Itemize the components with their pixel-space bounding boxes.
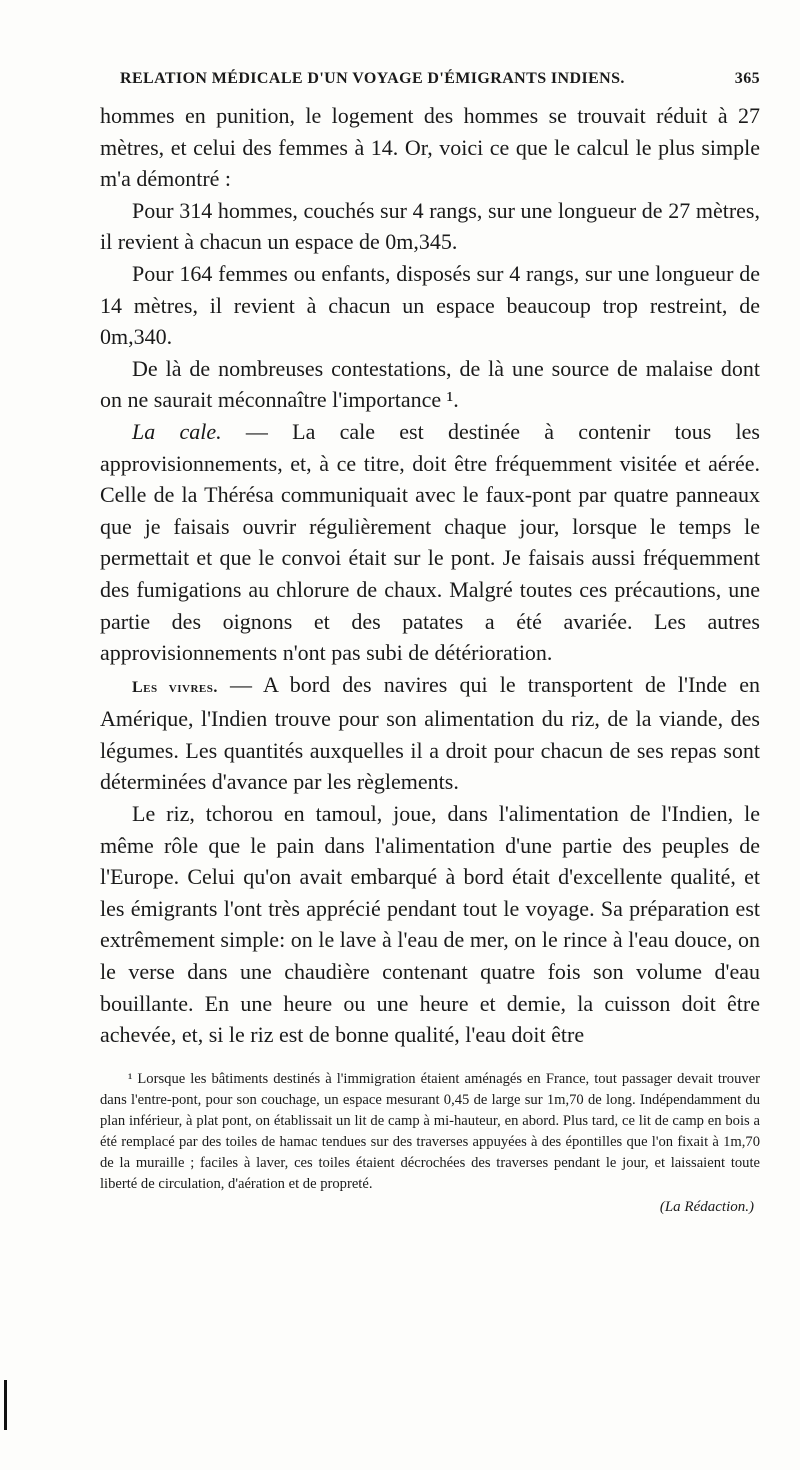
- paragraph: De là de nombreuses contestations, de là une source de malaise dont on ne saurait méconnaître l'importance ¹.: [100, 355, 760, 413]
- paragraph: Pour 314 hommes, couchés sur 4 rangs, sur une longueur de 27 mètres, il revient à chacun un espace de 0m,345.: [100, 197, 760, 255]
- paragraph: Pour 164 femmes ou enfants, disposés sur 4 rangs, sur une longueur de 14 mètres, il revient à chacun un espace beaucoup trop restreint, de 0m,340.: [100, 260, 760, 350]
- footnote-signature: (La Rédaction.): [659, 1198, 754, 1215]
- paragraph-body: — La cale est destinée à contenir tous les approvisionnements, et, à ce titre, doit être fréquemment visitée et aérée. Celle de la Thérésa communiquait avec le faux-pont par quatre panneaux que je faisais ouvrir régulièrement chaque jour, lorsque le temps le permettait et que le convoi était sur le pont. Je faisais aussi fréquemment des fumigations au chlorure de chaux. Malgré toutes ces précautions, une partie des oignons et des patates a été avariée. Les autres approvisionnements n'ont pas subi de détérioration.: [100, 418, 760, 666]
- scan-edge-mark: [4, 1380, 7, 1430]
- section-lead: Les vivres.: [132, 678, 218, 696]
- footnote: ¹ Lorsque les bâtiments destinés à l'immigration étaient aménagés en France, tout passager devait trouver dans l'entre-pont, pour son couchage, un espace mesurant 0,45 de large sur 1m,70 de long. Indépendamment du plan inférieur, à plat pont, on établissait un lit de camp à mi-hauteur, en abord. Plus tard, ce lit de camp en bois a été remplacé par des toiles de hamac tendues sur des traverses appuyées à des épontilles que l'on fixait à 1m,70 de la muraille ; faciles à laver, ces toiles étaient décrochées des traverses pendant le jour, et laissaient toute liberté de circulation, d'aération et de propreté.: [100, 1070, 760, 1192]
- footnotes: [100, 1069, 760, 1216]
- header-title: RELATION MÉDICALE D'UN VOYAGE D'ÉMIGRANTS INDIENS.: [120, 70, 625, 87]
- paragraph-la-cale: [100, 416, 760, 669]
- paragraph: hommes en punition, le logement des hommes se trouvait réduit à 27 mètres, et celui des femmes à 14. Or, voici ce que le calcul le plus simple m'a démontré :: [100, 103, 760, 192]
- page-number: 365: [734, 70, 760, 87]
- running-header: [120, 70, 760, 88]
- section-lead: La cale.: [132, 418, 222, 444]
- paragraph: Le riz, tchorou en tamoul, joue, dans l'alimentation de l'Indien, le même rôle que le pain dans l'alimentation d'une partie des peuples de l'Europe. Celui qu'on avait embarqué à bord était d'excellente qualité, et les émigrants l'ont très apprécié pendant tout le voyage. Sa préparation est extrêmement simple: on le lave à l'eau de mer, on le rince à l'eau douce, on le verse dans une chaudière contenant quatre fois son volume d'eau bouillante. En une heure ou une heure et demie, la cuisson doit être achevée, et, si le riz est de bonne qualité, l'eau doit être: [100, 801, 760, 1048]
- document-page: [100, 70, 760, 1216]
- paragraph-body: — A bord des navires qui le transportent de l'Inde en Amérique, l'Indien trouve pour son alimentation du riz, de la viande, des légumes. Les quantités auxquelles il a droit pour chacun de ses repas sont déterminées d'avance par les règlements.: [100, 671, 760, 795]
- body-text: [100, 100, 760, 1051]
- paragraph-les-vivres: [100, 669, 760, 798]
